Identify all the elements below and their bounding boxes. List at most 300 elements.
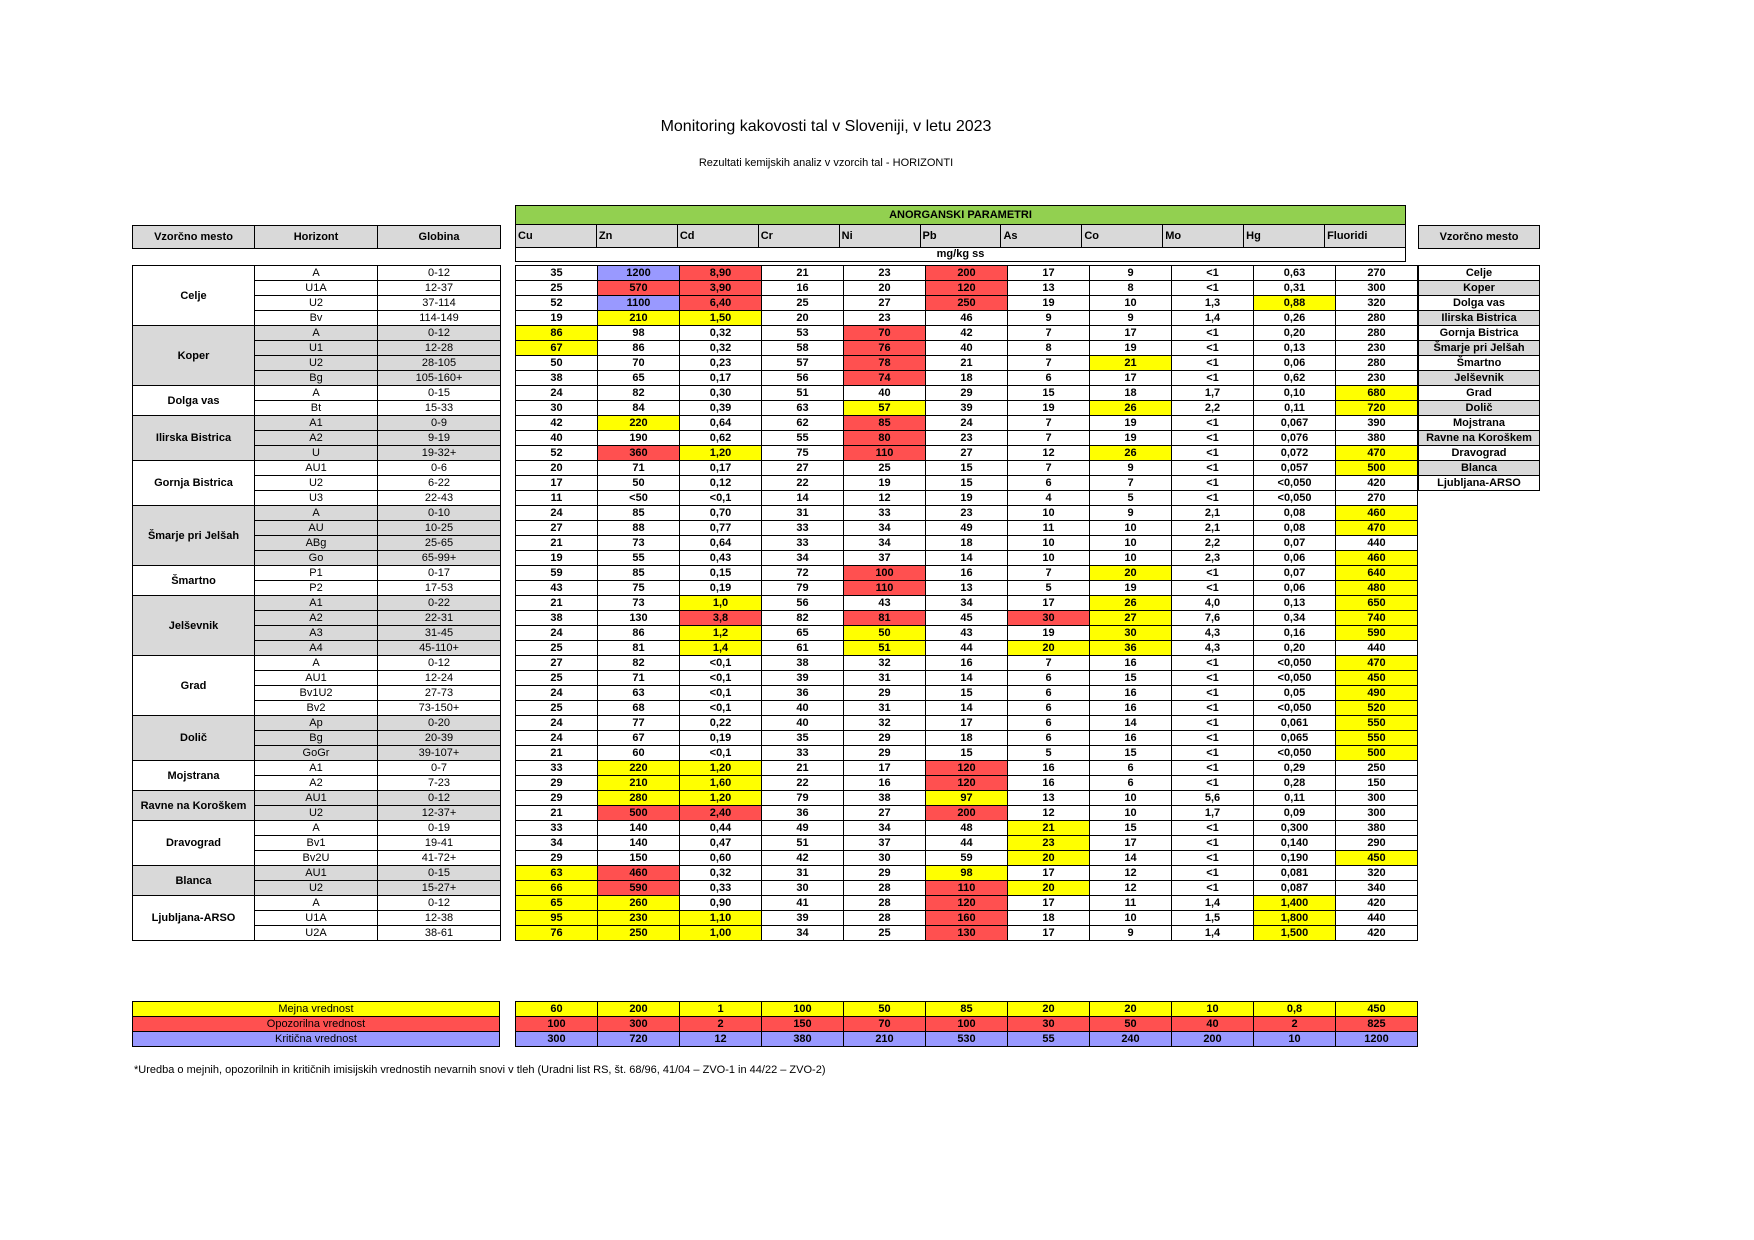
- value-cell-fluoridi: 550: [1336, 716, 1418, 731]
- location-name-right: Šmartno: [1419, 356, 1540, 371]
- location-name: Ravne na Koroškem: [133, 791, 255, 821]
- horizon-cell: Bv1U2: [255, 686, 378, 701]
- value-cell-cu: 29: [516, 851, 598, 866]
- value-cell-co: 16: [1090, 731, 1172, 746]
- value-cell-co: 17: [1090, 836, 1172, 851]
- depth-cell: 0-10: [378, 506, 501, 521]
- value-cell-mo: <1: [1172, 371, 1254, 386]
- value-cell-mo: <1: [1172, 416, 1254, 431]
- value-cell-hg: <0,050: [1254, 491, 1336, 506]
- value-cell-mo: <1: [1172, 656, 1254, 671]
- value-cell-cd: <0,1: [680, 701, 762, 716]
- value-cell-cu: 30: [516, 401, 598, 416]
- value-cell-zn: 73: [598, 596, 680, 611]
- value-cell-hg: 0,067: [1254, 416, 1336, 431]
- value-cell-cr: 35: [762, 731, 844, 746]
- value-cell-hg: 1,800: [1254, 911, 1336, 926]
- value-cell-zn: 500: [598, 806, 680, 821]
- location-name: Jelševnik: [133, 596, 255, 656]
- value-cell-ni: 34: [844, 536, 926, 551]
- location-name-right: Ravne na Koroškem: [1419, 431, 1540, 446]
- value-cell-fluoridi: 230: [1336, 371, 1418, 386]
- value-cell-zn: 55: [598, 551, 680, 566]
- location-name: Gornja Bistrica: [133, 461, 255, 506]
- value-cell-as: 16: [1008, 776, 1090, 791]
- table-row: [133, 866, 501, 881]
- param-header-ni: Ni: [839, 225, 920, 248]
- value-cell-cd: 6,40: [680, 296, 762, 311]
- table-row: [516, 806, 1418, 821]
- value-cell-mo: 5,6: [1172, 791, 1254, 806]
- value-cell-pb: 160: [926, 911, 1008, 926]
- value-cell-fluoridi: 380: [1336, 821, 1418, 836]
- table-row: [516, 776, 1418, 791]
- horizon-cell: A2: [255, 776, 378, 791]
- value-cell-cu: 38: [516, 611, 598, 626]
- value-cell-zn: 140: [598, 836, 680, 851]
- value-cell-cu: 38: [516, 371, 598, 386]
- value-cell-cu: 43: [516, 581, 598, 596]
- location-name: Dolič: [133, 716, 255, 761]
- value-cell-mo: <1: [1172, 461, 1254, 476]
- value-cell-cr: 33: [762, 746, 844, 761]
- legend-value-as: 30: [1008, 1017, 1090, 1032]
- table-row: [133, 896, 501, 911]
- horizon-cell: A4: [255, 641, 378, 656]
- value-cell-cr: 20: [762, 311, 844, 326]
- horizon-cell: U1: [255, 341, 378, 356]
- value-cell-fluoridi: 450: [1336, 671, 1418, 686]
- value-cell-cu: 20: [516, 461, 598, 476]
- value-cell-cr: 56: [762, 371, 844, 386]
- value-cell-mo: 2,2: [1172, 401, 1254, 416]
- value-cell-pb: 15: [926, 461, 1008, 476]
- value-cell-as: 10: [1008, 506, 1090, 521]
- horizon-cell: ABg: [255, 536, 378, 551]
- value-cell-fluoridi: 320: [1336, 866, 1418, 881]
- table-row: [516, 536, 1418, 551]
- value-cell-as: 7: [1008, 656, 1090, 671]
- value-cell-pb: 48: [926, 821, 1008, 836]
- value-cell-fluoridi: 420: [1336, 476, 1418, 491]
- value-cell-zn: 88: [598, 521, 680, 536]
- table-row: [516, 296, 1418, 311]
- value-cell-hg: 0,28: [1254, 776, 1336, 791]
- value-cell-ni: 28: [844, 911, 926, 926]
- table-row: [516, 761, 1418, 776]
- table-row: [516, 596, 1418, 611]
- value-cell-as: 7: [1008, 431, 1090, 446]
- legend-value-as: 55: [1008, 1032, 1090, 1047]
- table-row: [516, 566, 1418, 581]
- value-cell-zn: 230: [598, 911, 680, 926]
- horizon-cell: A1: [255, 761, 378, 776]
- value-cell-as: 15: [1008, 386, 1090, 401]
- value-cell-cd: <0,1: [680, 686, 762, 701]
- table-row: [516, 341, 1418, 356]
- value-cell-cd: 0,90: [680, 896, 762, 911]
- value-cell-ni: 28: [844, 881, 926, 896]
- horizon-cell: A: [255, 656, 378, 671]
- value-cell-cr: 63: [762, 401, 844, 416]
- value-cell-pb: 97: [926, 791, 1008, 806]
- value-cell-cd: 0,19: [680, 731, 762, 746]
- table-row: [516, 311, 1418, 326]
- value-cell-co: 18: [1090, 386, 1172, 401]
- legend-value-fluoridi: 1200: [1336, 1032, 1418, 1047]
- header-sample-site-right: Vzorčno mesto: [1419, 226, 1540, 249]
- value-cell-cd: 1,4: [680, 641, 762, 656]
- value-cell-as: 17: [1008, 596, 1090, 611]
- value-cell-pb: 18: [926, 536, 1008, 551]
- legend-value-mo: 10: [1172, 1002, 1254, 1017]
- value-cell-cr: 25: [762, 296, 844, 311]
- value-cell-cd: 1,20: [680, 761, 762, 776]
- value-cell-pb: 16: [926, 566, 1008, 581]
- value-cell-cu: 27: [516, 521, 598, 536]
- value-cell-co: 16: [1090, 686, 1172, 701]
- unit-label: mg/kg ss: [516, 248, 1406, 262]
- value-cell-co: 19: [1090, 341, 1172, 356]
- value-cell-cd: 1,2: [680, 626, 762, 641]
- location-name-right: Blanca: [1419, 461, 1540, 476]
- value-cell-ni: 29: [844, 746, 926, 761]
- value-cell-cr: 56: [762, 596, 844, 611]
- value-cell-ni: 23: [844, 266, 926, 281]
- value-cell-cu: 19: [516, 311, 598, 326]
- value-cell-cu: 25: [516, 281, 598, 296]
- value-cell-mo: 2,1: [1172, 521, 1254, 536]
- value-cell-cu: 34: [516, 836, 598, 851]
- legend-row: [133, 1002, 500, 1017]
- value-cell-cd: <0,1: [680, 491, 762, 506]
- value-cell-as: 7: [1008, 356, 1090, 371]
- horizon-cell: AU1: [255, 791, 378, 806]
- value-cell-zn: 68: [598, 701, 680, 716]
- value-cell-mo: 7,6: [1172, 611, 1254, 626]
- value-cell-cu: 76: [516, 926, 598, 941]
- value-cell-fluoridi: 480: [1336, 581, 1418, 596]
- table-row: [516, 791, 1418, 806]
- value-cell-zn: 98: [598, 326, 680, 341]
- value-cell-cd: 0,32: [680, 326, 762, 341]
- table-row: [516, 356, 1418, 371]
- value-cell-cd: 0,70: [680, 506, 762, 521]
- table-row: [516, 266, 1418, 281]
- value-cell-pb: 23: [926, 506, 1008, 521]
- legend-label: Kritična vrednost: [133, 1032, 500, 1047]
- value-cell-pb: 14: [926, 701, 1008, 716]
- value-cell-cr: 72: [762, 566, 844, 581]
- page-title: Monitoring kakovosti tal v Sloveniji, v letu 2023: [660, 118, 992, 135]
- value-cell-hg: <0,050: [1254, 476, 1336, 491]
- value-cell-fluoridi: 420: [1336, 896, 1418, 911]
- horizon-cell: U2: [255, 881, 378, 896]
- value-cell-ni: 34: [844, 521, 926, 536]
- param-header-co: Co: [1082, 225, 1163, 248]
- value-cell-cr: 34: [762, 926, 844, 941]
- value-cell-as: 9: [1008, 311, 1090, 326]
- depth-cell: 17-53: [378, 581, 501, 596]
- depth-cell: 0-15: [378, 386, 501, 401]
- value-cell-mo: <1: [1172, 716, 1254, 731]
- value-cell-as: 6: [1008, 476, 1090, 491]
- legend-value-ni: 50: [844, 1002, 926, 1017]
- value-cell-ni: 57: [844, 401, 926, 416]
- value-cell-co: 16: [1090, 701, 1172, 716]
- value-cell-hg: 0,11: [1254, 401, 1336, 416]
- value-cell-hg: 0,11: [1254, 791, 1336, 806]
- value-cell-hg: 0,081: [1254, 866, 1336, 881]
- value-cell-ni: 17: [844, 761, 926, 776]
- horizon-cell: U: [255, 446, 378, 461]
- value-cell-hg: 0,300: [1254, 821, 1336, 836]
- value-cell-zn: 85: [598, 506, 680, 521]
- value-cell-mo: <1: [1172, 326, 1254, 341]
- value-cell-fluoridi: 280: [1336, 326, 1418, 341]
- value-cell-zn: 210: [598, 311, 680, 326]
- legend-label: Mejna vrednost: [133, 1002, 500, 1017]
- value-cell-co: 17: [1090, 371, 1172, 386]
- value-cell-cd: 2,40: [680, 806, 762, 821]
- value-cell-cu: 66: [516, 881, 598, 896]
- value-cell-mo: 1,4: [1172, 311, 1254, 326]
- table-row: [516, 641, 1418, 656]
- value-cell-co: 12: [1090, 881, 1172, 896]
- value-cell-pb: 200: [926, 266, 1008, 281]
- value-cell-as: 6: [1008, 731, 1090, 746]
- value-cell-pb: 39: [926, 401, 1008, 416]
- value-cell-cr: 62: [762, 416, 844, 431]
- depth-cell: 15-27+: [378, 881, 501, 896]
- horizon-cell: Bg: [255, 731, 378, 746]
- value-cell-as: 7: [1008, 461, 1090, 476]
- legend-value-fluoridi: 825: [1336, 1017, 1418, 1032]
- value-cell-pb: 120: [926, 761, 1008, 776]
- left-data-table: [132, 265, 501, 941]
- value-cell-pb: 45: [926, 611, 1008, 626]
- depth-cell: 37-114: [378, 296, 501, 311]
- value-cell-mo: <1: [1172, 431, 1254, 446]
- horizon-cell: U1A: [255, 281, 378, 296]
- param-header-fluoridi: Fluoridi: [1325, 225, 1406, 248]
- value-cell-mo: <1: [1172, 356, 1254, 371]
- value-cell-hg: 0,29: [1254, 761, 1336, 776]
- value-cell-co: 26: [1090, 446, 1172, 461]
- legend-label: Opozorilna vrednost: [133, 1017, 500, 1032]
- value-cell-pb: 110: [926, 881, 1008, 896]
- value-cell-pb: 13: [926, 581, 1008, 596]
- value-cell-zn: 220: [598, 416, 680, 431]
- legend-value-cu: 100: [516, 1017, 598, 1032]
- legend-value-zn: 720: [598, 1032, 680, 1047]
- value-cell-cr: 55: [762, 431, 844, 446]
- value-cell-hg: 0,061: [1254, 716, 1336, 731]
- value-cell-mo: 2,2: [1172, 536, 1254, 551]
- value-cell-cr: 36: [762, 686, 844, 701]
- value-cell-cr: 21: [762, 266, 844, 281]
- table-row: [516, 611, 1418, 626]
- param-header-cd: Cd: [677, 225, 758, 248]
- value-cell-pb: 120: [926, 896, 1008, 911]
- legend-value-mo: 40: [1172, 1017, 1254, 1032]
- legend-value-ni: 210: [844, 1032, 926, 1047]
- table-row: [516, 401, 1418, 416]
- legend-value-cd: 2: [680, 1017, 762, 1032]
- value-cell-ni: 27: [844, 806, 926, 821]
- value-cell-as: 17: [1008, 926, 1090, 941]
- location-name-right: Dolič: [1419, 401, 1540, 416]
- value-cell-zn: 75: [598, 581, 680, 596]
- legend-values-table: [515, 1001, 1418, 1047]
- value-cell-hg: 0,057: [1254, 461, 1336, 476]
- value-cell-cr: 36: [762, 806, 844, 821]
- value-cell-fluoridi: 300: [1336, 281, 1418, 296]
- value-cell-ni: 38: [844, 791, 926, 806]
- value-cell-co: 10: [1090, 791, 1172, 806]
- value-cell-ni: 31: [844, 701, 926, 716]
- value-cell-fluoridi: 460: [1336, 551, 1418, 566]
- value-cell-zn: 86: [598, 626, 680, 641]
- horizon-cell: Bv1: [255, 836, 378, 851]
- horizon-cell: Bg: [255, 371, 378, 386]
- value-cell-zn: 260: [598, 896, 680, 911]
- horizon-cell: A: [255, 821, 378, 836]
- value-cell-zn: 82: [598, 656, 680, 671]
- value-cell-pb: 18: [926, 371, 1008, 386]
- value-cell-ni: 20: [844, 281, 926, 296]
- legend-value-co: 20: [1090, 1002, 1172, 1017]
- value-cell-zn: 150: [598, 851, 680, 866]
- value-cell-fluoridi: 390: [1336, 416, 1418, 431]
- table-row: [516, 626, 1418, 641]
- value-cell-as: 13: [1008, 281, 1090, 296]
- table-row: [516, 446, 1418, 461]
- depth-cell: 0-7: [378, 761, 501, 776]
- value-cell-cu: 86: [516, 326, 598, 341]
- table-row: [516, 551, 1418, 566]
- value-cell-cd: 0,17: [680, 371, 762, 386]
- horizon-cell: U2A: [255, 926, 378, 941]
- value-cell-cd: 3,8: [680, 611, 762, 626]
- value-cell-cr: 30: [762, 881, 844, 896]
- value-cell-cu: 24: [516, 731, 598, 746]
- value-cell-pb: 120: [926, 281, 1008, 296]
- value-cell-as: 10: [1008, 536, 1090, 551]
- depth-cell: 0-12: [378, 326, 501, 341]
- value-cell-hg: 0,62: [1254, 371, 1336, 386]
- value-cell-zn: 130: [598, 611, 680, 626]
- horizon-cell: U1A: [255, 911, 378, 926]
- value-cell-hg: <0,050: [1254, 701, 1336, 716]
- location-name-right: Koper: [1419, 281, 1540, 296]
- value-cell-cu: 63: [516, 866, 598, 881]
- value-cell-co: 21: [1090, 356, 1172, 371]
- depth-cell: 0-12: [378, 266, 501, 281]
- table-row: [133, 791, 501, 806]
- value-cell-cr: 65: [762, 626, 844, 641]
- value-cell-fluoridi: 500: [1336, 461, 1418, 476]
- value-cell-cu: 24: [516, 626, 598, 641]
- location-name: Celje: [133, 266, 255, 326]
- value-cell-zn: 84: [598, 401, 680, 416]
- header-horizon: Horizont: [255, 226, 378, 249]
- value-cell-mo: <1: [1172, 866, 1254, 881]
- value-cell-cd: 0,22: [680, 716, 762, 731]
- value-cell-co: 16: [1090, 656, 1172, 671]
- table-row: [133, 656, 501, 671]
- depth-cell: 20-39: [378, 731, 501, 746]
- depth-cell: 7-23: [378, 776, 501, 791]
- value-cell-fluoridi: 380: [1336, 431, 1418, 446]
- value-cell-cu: 21: [516, 746, 598, 761]
- location-name: Ljubljana-ARSO: [133, 896, 255, 941]
- location-name: Koper: [133, 326, 255, 386]
- value-cell-mo: <1: [1172, 701, 1254, 716]
- legend-value-as: 20: [1008, 1002, 1090, 1017]
- value-cell-co: 17: [1090, 326, 1172, 341]
- legend-value-cu: 300: [516, 1032, 598, 1047]
- value-cell-co: 19: [1090, 581, 1172, 596]
- value-cell-fluoridi: 150: [1336, 776, 1418, 791]
- parameter-header-table: [515, 205, 1406, 262]
- value-cell-pb: 16: [926, 656, 1008, 671]
- value-cell-co: 15: [1090, 746, 1172, 761]
- value-cell-co: 6: [1090, 761, 1172, 776]
- table-row: [516, 731, 1418, 746]
- value-cell-co: 10: [1090, 296, 1172, 311]
- value-cell-hg: 0,06: [1254, 551, 1336, 566]
- value-cell-cu: 19: [516, 551, 598, 566]
- table-row: [516, 836, 1418, 851]
- value-cell-fluoridi: 470: [1336, 446, 1418, 461]
- value-cell-cd: <0,1: [680, 671, 762, 686]
- value-cell-cu: 25: [516, 671, 598, 686]
- legend-value-cr: 150: [762, 1017, 844, 1032]
- value-cell-hg: 0,09: [1254, 806, 1336, 821]
- location-name-right: Ljubljana-ARSO: [1419, 476, 1540, 491]
- value-cell-as: 7: [1008, 416, 1090, 431]
- depth-cell: 15-33: [378, 401, 501, 416]
- value-cell-mo: <1: [1172, 731, 1254, 746]
- value-cell-ni: 16: [844, 776, 926, 791]
- value-cell-fluoridi: 650: [1336, 596, 1418, 611]
- value-cell-zn: 190: [598, 431, 680, 446]
- value-cell-ni: 32: [844, 716, 926, 731]
- value-cell-ni: 29: [844, 686, 926, 701]
- value-cell-cu: 21: [516, 536, 598, 551]
- value-cell-fluoridi: 460: [1336, 506, 1418, 521]
- value-cell-cu: 35: [516, 266, 598, 281]
- value-cell-pb: 18: [926, 731, 1008, 746]
- value-cell-co: 5: [1090, 491, 1172, 506]
- value-cell-co: 19: [1090, 416, 1172, 431]
- value-cell-as: 21: [1008, 821, 1090, 836]
- value-cell-as: 12: [1008, 806, 1090, 821]
- horizon-cell: Bt: [255, 401, 378, 416]
- value-cell-fluoridi: 280: [1336, 356, 1418, 371]
- value-cell-cu: 11: [516, 491, 598, 506]
- location-name-right: Ilirska Bistrica: [1419, 311, 1540, 326]
- value-cell-zn: 140: [598, 821, 680, 836]
- value-cell-as: 8: [1008, 341, 1090, 356]
- value-cell-mo: 2,1: [1172, 506, 1254, 521]
- value-cell-ni: 25: [844, 461, 926, 476]
- value-cell-cd: 0,43: [680, 551, 762, 566]
- location-name: Dravograd: [133, 821, 255, 866]
- value-cell-co: 27: [1090, 611, 1172, 626]
- value-cell-hg: 0,06: [1254, 581, 1336, 596]
